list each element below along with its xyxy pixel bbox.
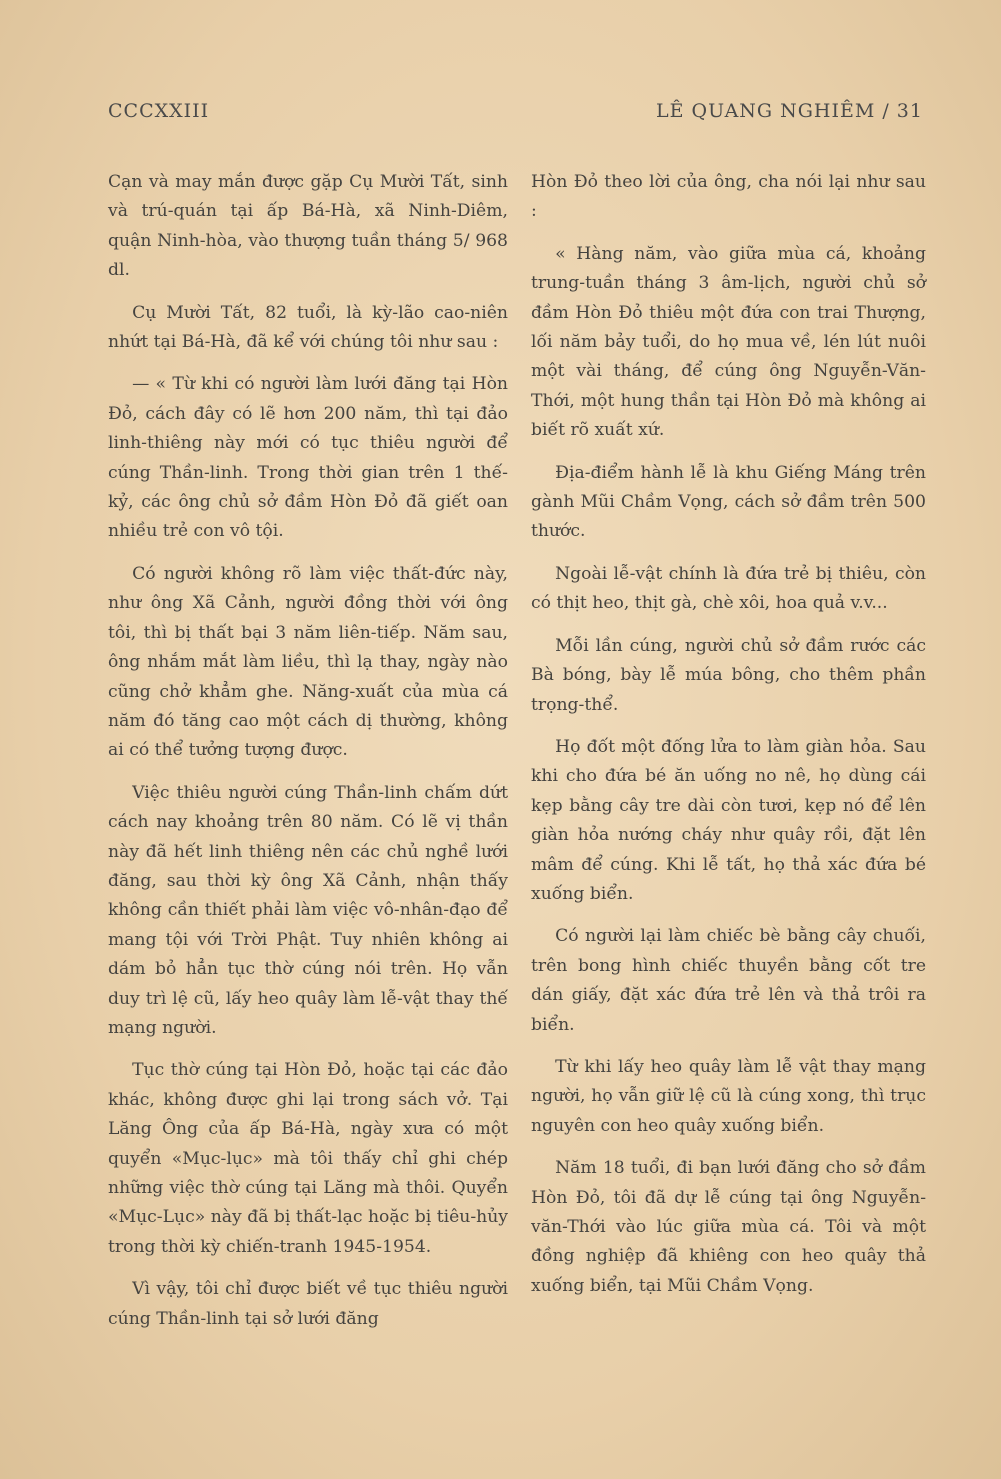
right-column: [531, 168, 926, 1314]
left-column: [108, 168, 508, 1347]
paragraph: Có người lại làm chiếc bè bằng cây chuối, trên bong hình chiếc thuyền bằng cốt tre dán giấy, đặt xác đứa trẻ lên và thả trôi ra biển.: [531, 926, 926, 1035]
paragraph: Ngoài lễ-vật chính là đứa trẻ bị thiêu, còn có thịt heo, thịt gà, chè xôi, hoa quả v.v...: [531, 563, 926, 614]
paragraph: Có người không rõ làm việc thất-đức này, như ông Xã Cảnh, người đồng thời với ông tôi, thì bị thất bại 3 năm liên-tiếp. Năm sau, ông nhắm mắt làm liều, thì lạ thay, ngày nào cũng chở khẳm ghe. Năng-xuất của mùa cá năm đó tăng cao một cách dị thường, không ai có thể tưởng tượng được.: [108, 563, 508, 761]
paragraph: Việc thiêu người cúng Thần-linh chấm dứt cách nay khoảng trên 80 năm. Có lẽ vị thần này đã hết linh thiêng nên các chủ nghề lưới đăng, sau thời kỳ ông Xã Cảnh, nhận thấy không cần thiết phải làm việc vô-nhân-đạo để mang tội với Trời Phật. Tuy nhiên không ai dám bỏ hẳn tục thờ cúng nói trên. Họ vẫn duy trì lệ cũ, lấy heo quây làm lễ-vật thay thế mạng người.: [108, 782, 508, 1038]
paragraph: Năm 18 tuổi, đi bạn lưới đăng cho sở đầm Hòn Đỏ, tôi đã dự lễ cúng tại ông Nguyễn-văn-Thới vào lúc giữa mùa cá. Tôi và một đồng nghiệp đã khiêng con heo quây thả xuống biển, tại Mũi Chầm Vọng.: [531, 1158, 926, 1296]
page-header: [108, 100, 923, 134]
paragraph: Hòn Đỏ theo lời của ông, cha nói lại như sau :: [531, 172, 926, 222]
paragraph: Từ khi lấy heo quây làm lễ vật thay mạng người, họ vẫn giữ lệ cũ là cúng xong, thì trục nguyên con heo quây xuống biển.: [531, 1056, 926, 1136]
paragraph: « Hàng năm, vào giữa mùa cá, khoảng trung-tuần tháng 3 âm-lịch, người chủ sở đầm Hòn Đỏ thiêu một đứa con trai Thượng, lối năm bảy tuổi, do họ mua về, lén lút nuôi một vài tháng, để cúng ông Nguyễn-Văn-Thới, một hung thần tại Hòn Đỏ mà không ai biết rõ xuất xứ.: [531, 243, 926, 441]
paragraph: Mỗi lần cúng, người chủ sở đầm rước các Bà bóng, bày lễ múa bông, cho thêm phần trọng-thể.: [531, 635, 926, 715]
paragraph: Vì vậy, tôi chỉ được biết về tục thiêu người cúng Thần-linh tại sở lưới đăng: [108, 1279, 508, 1329]
header-author-page: LÊ QUANG NGHIÊM / 31: [656, 100, 923, 122]
paragraph: — « Từ khi có người làm lưới đăng tại Hòn Đỏ, cách đây có lẽ hơn 200 năm, thì tại đảo linh-thiêng này mới có tục thiêu người để cúng Thần-linh. Trong thời gian trên 1 thế-kỷ, các ông chủ sở đầm Hòn Đỏ đã giết oan nhiều trẻ con vô tội.: [108, 374, 508, 542]
paragraph: Cụ Mười Tất, 82 tuổi, là kỳ-lão cao-niên nhứt tại Bá-Hà, đã kể với chúng tôi như sau :: [108, 302, 508, 353]
paragraph: Họ đốt một đống lửa to làm giàn hỏa. Sau khi cho đứa bé ăn uống no nê, họ dùng cái kẹp bằng cây tre dài còn tươi, kẹp nó để lên giàn hỏa nướng cháy như quây rồi, đặt lên mâm để cúng. Khi lễ tất, họ thả xác đứa bé xuống biển.: [531, 736, 926, 904]
paragraph: Địa-điểm hành lễ là khu Giếng Máng trên gành Mũi Chầm Vọng, cách sở đầm trên 500 thước.: [531, 462, 926, 542]
header-section-number: CCCXXIII: [108, 100, 210, 122]
paragraph: Cạn và may mắn được gặp Cụ Mười Tất, sinh và trú-quán tại ấp Bá-Hà, xã Ninh-Diêm, quận Ninh-hòa, vào thượng tuần tháng 5/ 968 dl.: [108, 172, 508, 281]
paragraph: Tục thờ cúng tại Hòn Đỏ, hoặc tại các đảo khác, không được ghi lại trong sách vở. Tại Lăng Ông của ấp Bá-Hà, ngày xưa có một quyển «Mục-lục» mà tôi thấy chỉ ghi chép những việc thờ cúng tại Lăng mà thôi. Quyển «Mục-Lục» này đã bị thất-lạc hoặc bị tiêu-hủy trong thời kỳ chiến-tranh 1945-1954.: [108, 1060, 508, 1257]
